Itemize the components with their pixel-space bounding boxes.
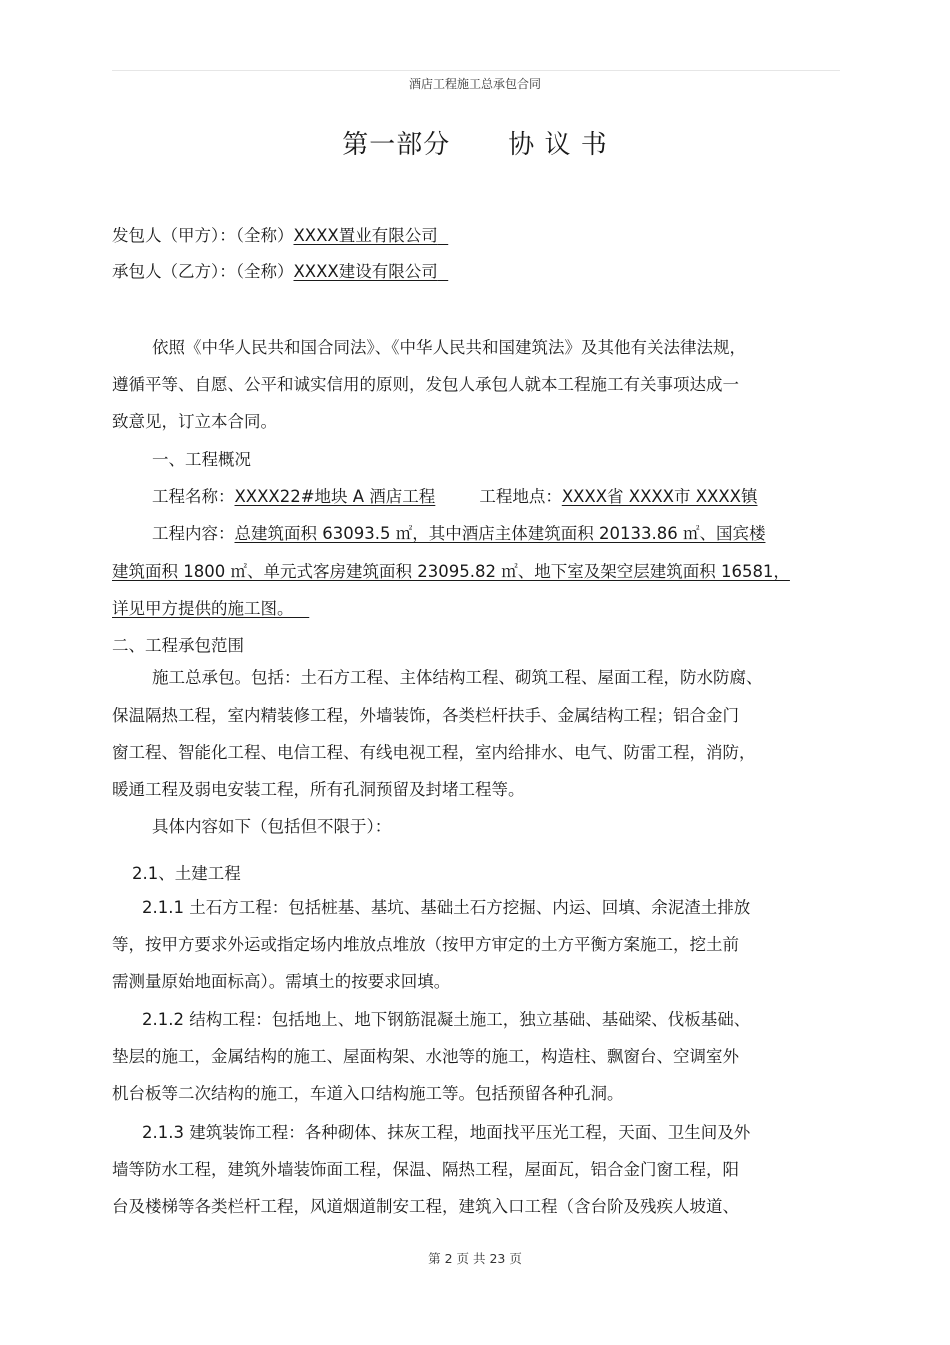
- clause-2-1-2-line-1: 2.1.2 结构工程：包括地上、地下钢筋混凝土施工，独立基础、基础梁、伐板基础、: [142, 1010, 751, 1029]
- header-rule: [112, 70, 840, 71]
- contractor-name: XXXX建设有限公司: [293, 262, 438, 281]
- clause-2-1-2-line-2: 垫层的施工，金属结构的施工、屋面构架、水池等的施工，构造柱、飘窗台、空调室外: [112, 1047, 739, 1066]
- scope-line-4: 暖通工程及弱电安装工程，所有孔洞预留及封堵工程等。: [112, 780, 525, 799]
- contractor-label: 承包人（乙方）：（全称）: [112, 262, 294, 281]
- preamble-line-2: 遵循平等、自愿、公平和诚实信用的原则，发包人承包人就本工程施工有关事项达成一: [112, 375, 739, 394]
- project-content-line-2: 建筑面积 1800 ㎡、单元式客房建筑面积 23095.82 ㎡、地下室及架空层建筑面积 16581，: [112, 562, 790, 581]
- clause-2-1-2-line-3: 机台板等二次结构的施工，车道入口结构施工等。包括预留各种孔洞。: [112, 1084, 624, 1103]
- project-content-label: 工程内容：: [152, 524, 235, 543]
- subsection-2-1-heading: 2.1、土建工程: [132, 864, 241, 883]
- clause-2-1-1-line-1: 2.1.1 土石方工程：包括桩基、基坑、基础土石方挖掘、内运、回填、余泥渣土排放: [142, 898, 751, 917]
- employer-label: 发包人（甲方）：（全称）: [112, 226, 294, 245]
- contractor-line: [112, 262, 448, 282]
- preamble-line-1: 依照《中华人民共和国合同法》、《中华人民共和国建筑法》及其他有关法律法规，: [152, 338, 746, 357]
- section-2-heading: 二、工程承包范围: [112, 636, 244, 655]
- employer-line: [112, 226, 448, 246]
- part-title-left: 第一部分: [342, 130, 451, 160]
- clause-2-1-3-line-3: 台及楼梯等各类栏杆工程，风道烟道制安工程，建筑入口工程（含台阶及残疾人坡道、: [112, 1197, 739, 1216]
- clause-2-1-3-line-1: 2.1.3 建筑装饰工程：各种砌体、抹灰工程，地面找平压光工程，天面、卫生间及外: [142, 1123, 751, 1142]
- running-header: 酒店工程施工总承包合同: [408, 77, 541, 91]
- project-content-line-3: [112, 599, 309, 619]
- project-name-value: XXXX22#地块 A 酒店工程: [234, 487, 436, 506]
- page-number: 第 2 页 共 23 页: [428, 1251, 522, 1266]
- employer-name: XXXX置业有限公司: [293, 226, 438, 245]
- section-1-heading: 一、工程概况: [152, 450, 251, 469]
- project-location-label: 工程地点：: [479, 487, 562, 506]
- scope-detail-intro: 具体内容如下（包括但不限于）：: [152, 817, 392, 836]
- clause-2-1-3-line-2: 墙等防水工程，建筑外墙装饰面工程，保温、隔热工程，屋面瓦，铝合金门窗工程，阳: [112, 1160, 739, 1179]
- project-content-line-1: [152, 524, 765, 544]
- scope-line-2: 保温隔热工程，室内精装修工程，外墙装饰，各类栏杆扶手、金属结构工程；铝合金门: [112, 706, 739, 725]
- project-content-text-1: 总建筑面积 63093.5 ㎡，其中酒店主体建筑面积 20133.86 ㎡、国宾楼: [234, 524, 766, 543]
- project-name-label: 工程名称：: [152, 487, 235, 506]
- project-content-text-3: 详见甲方提供的施工图。: [112, 599, 294, 618]
- part-title-right: 协 议 书: [508, 130, 608, 160]
- project-name-line: [152, 487, 757, 507]
- preamble-line-3: 致意见，订立本合同。: [112, 412, 277, 431]
- clause-2-1-1-line-2: 等，按甲方要求外运或指定场内堆放点堆放（按甲方审定的土方平衡方案施工，挖土前: [112, 935, 739, 954]
- clause-2-1-1-line-3: 需测量原始地面标高）。需填土的按要求回填。: [112, 972, 451, 991]
- scope-line-1: 施工总承包。包括：土石方工程、主体结构工程、砌筑工程、屋面工程，防水防腐、: [152, 668, 763, 687]
- scope-line-3: 窗工程、智能化工程、电信工程、有线电视工程，室内给排水、电气、防雷工程，消防，: [112, 743, 756, 762]
- part-title: [0, 124, 950, 161]
- project-location-value: XXXX省 XXXX市 XXXX镇: [561, 487, 758, 506]
